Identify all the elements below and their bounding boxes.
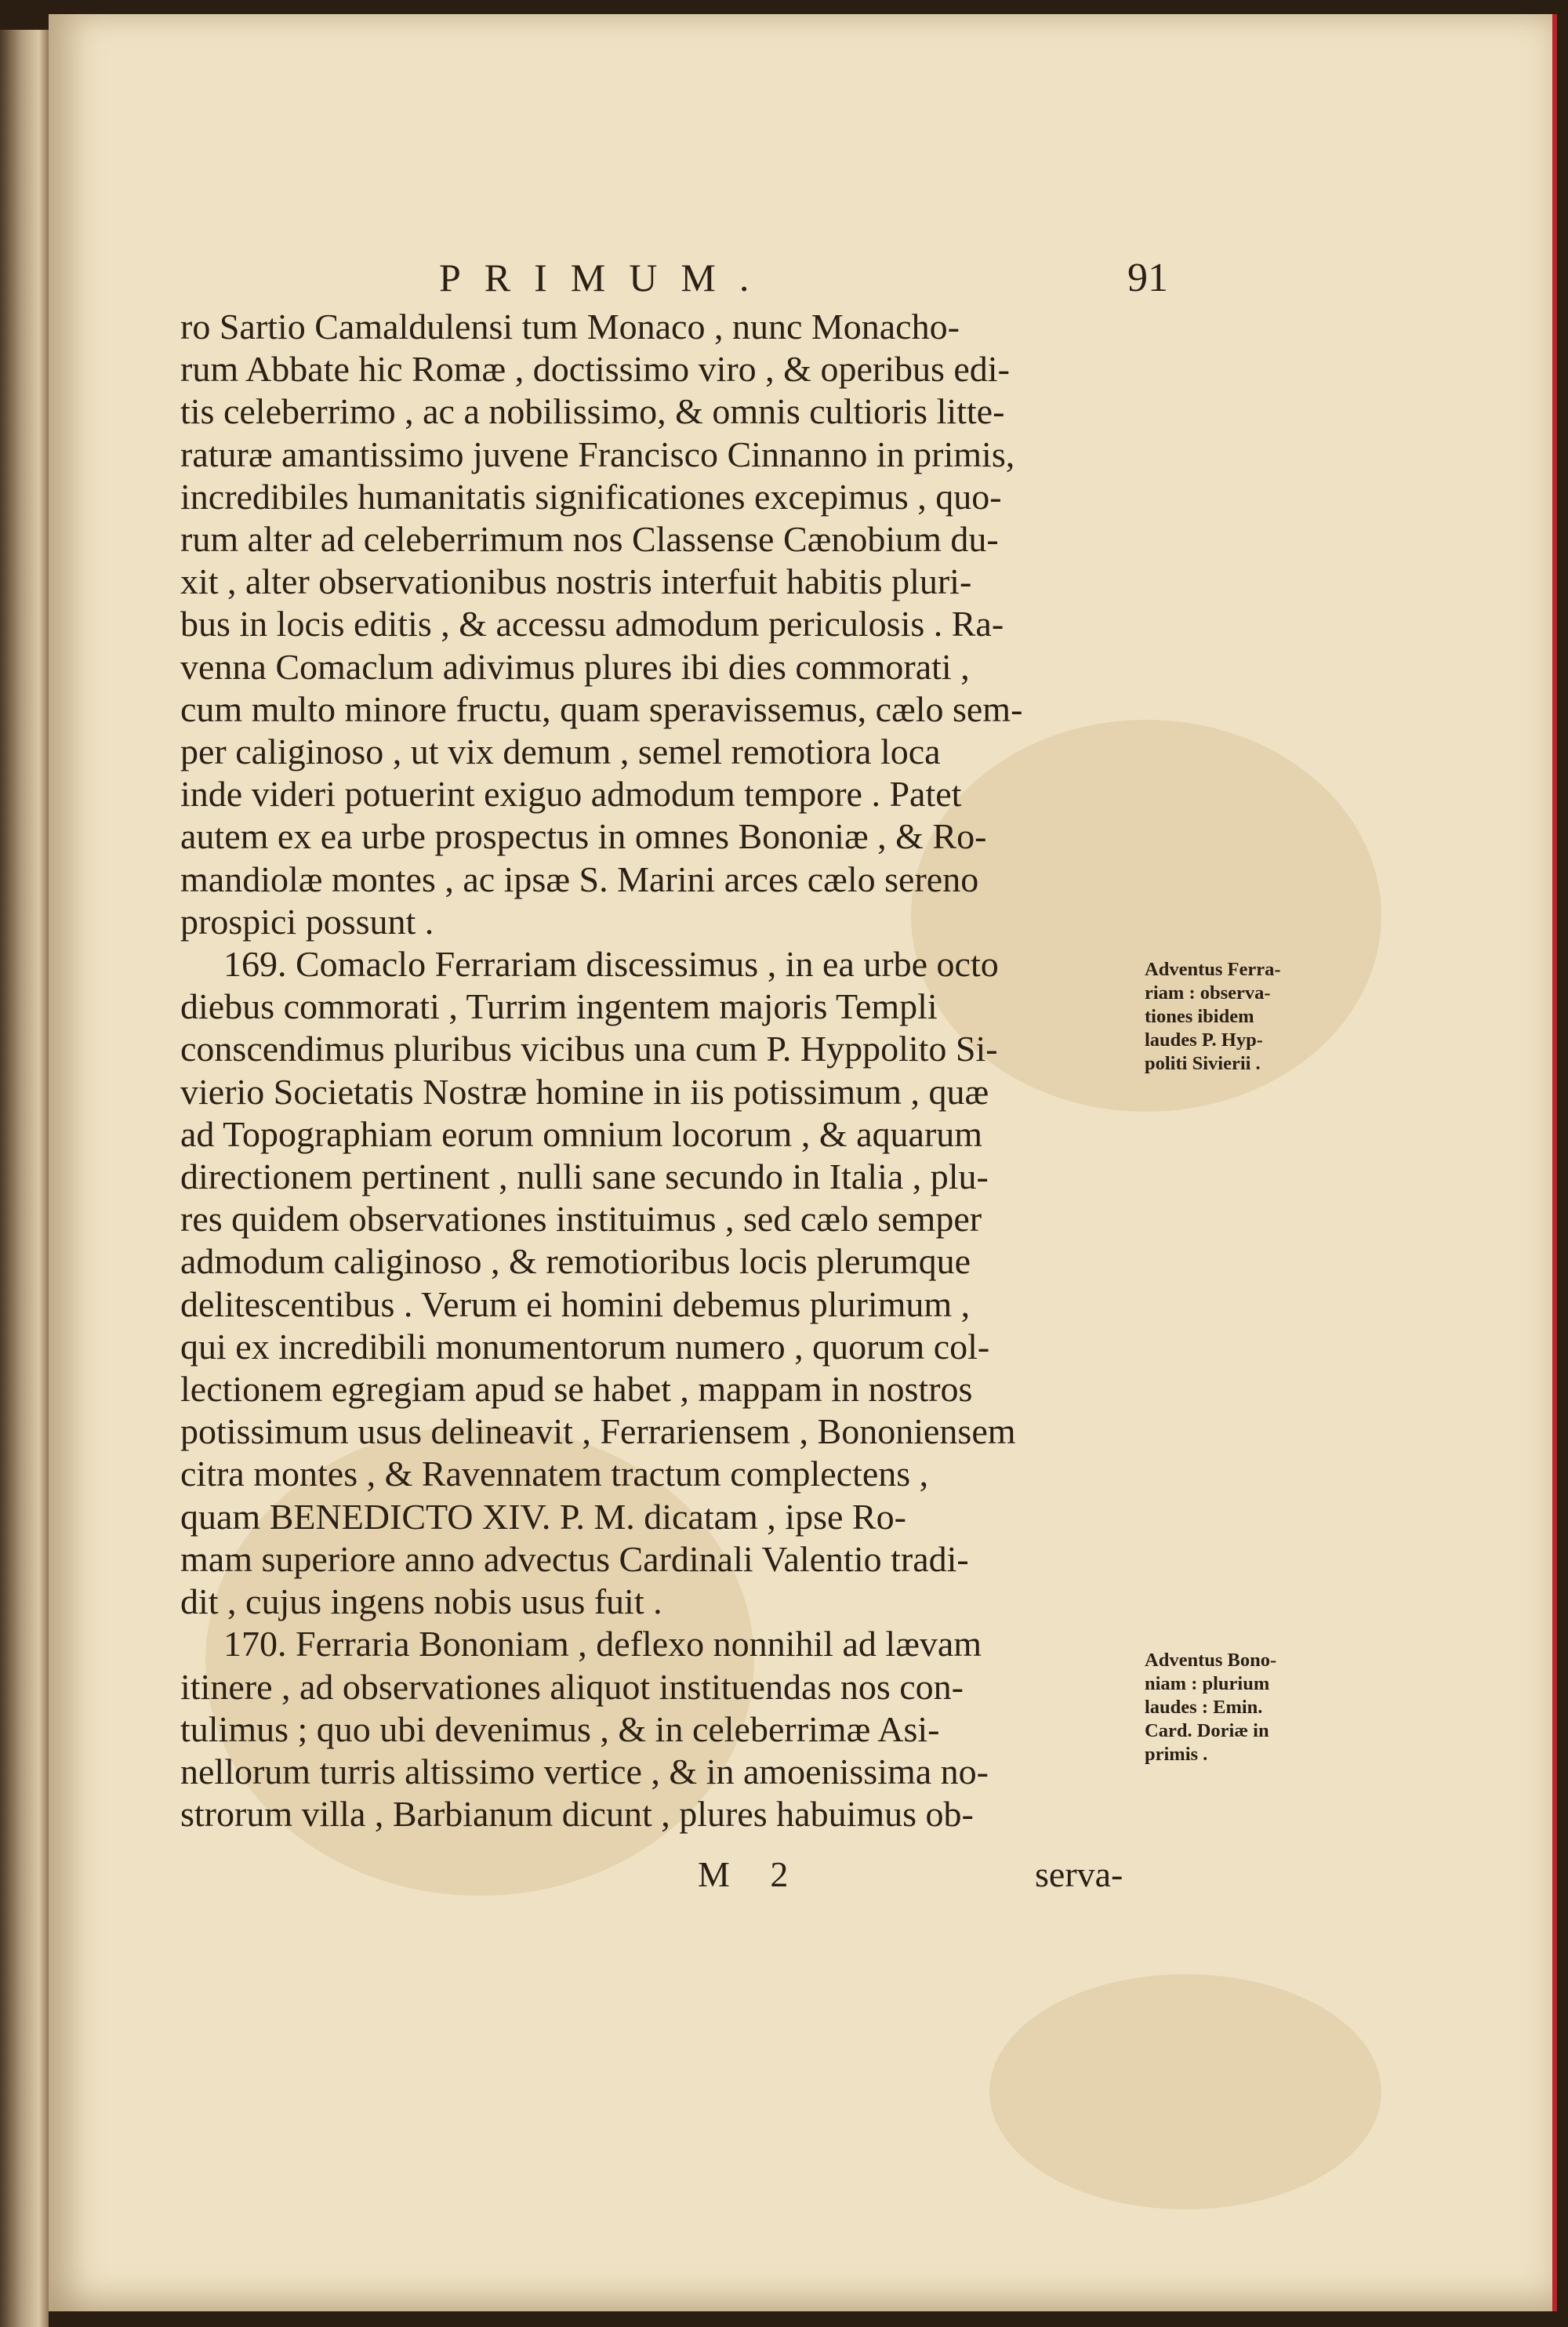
marginal-line: Adventus Bono- (1145, 1650, 1277, 1671)
text-line: conscendimus pluribus vicibus una cum P. Hyppolito Si- (180, 1029, 998, 1069)
text-line: quam BENEDICTO XIV. P. M. dicatam , ipse Ro- (180, 1496, 906, 1537)
signature-mark: M 2 (698, 1854, 804, 1894)
text-line: vierio Societatis Nostræ homine in iis potissimum , quæ (180, 1071, 989, 1112)
text-line: ro Sartio Camaldulensi tum Monaco , nunc Monacho- (180, 307, 960, 347)
text-line: tulimus ; quo ubi devenimus , & in celeberrimæ Asi- (180, 1708, 940, 1749)
marginal-line: primis . (1145, 1744, 1208, 1765)
running-head: PRIMUM. (439, 256, 773, 299)
marginal-line: laudes : Emin. (1145, 1697, 1263, 1718)
text-line: venna Comaclum adivimus plures ibi dies commorati , (180, 646, 970, 687)
marginal-line: laudes P. Hyp- (1145, 1029, 1263, 1051)
text-line: autem ex ea urbe prospectus in omnes Bononiæ , & Ro- (180, 816, 987, 857)
text-line: strorum villa , Barbianum dicunt , plures habuimus ob- (180, 1794, 974, 1835)
text-line: mam superiore anno advectus Cardinali Valentio tradi- (180, 1538, 969, 1579)
catchword: serva- (1035, 1854, 1123, 1894)
text-line: prospici possunt . (180, 901, 434, 942)
text-line: nellorum turris altissimo vertice , & in amoenissima no- (180, 1751, 989, 1792)
marginal-line: Adventus Ferra- (1145, 959, 1281, 980)
text-line: incredibiles humanitatis significationes excepimus , quo- (180, 476, 1002, 517)
marginal-line: Card. Doriæ in (1145, 1720, 1269, 1741)
text-line: ad Topographiam eorum omnium locorum , & aquarum (180, 1113, 983, 1154)
paragraph-170-start: 170. Ferraria Bononiam , deflexo nonnihil ad lævam (223, 1624, 982, 1664)
text-line: directionem pertinent , nulli sane secundo in Italia , plu- (180, 1156, 989, 1197)
text-line: delitescentibus . Verum ei homini debemus plurimum , (180, 1283, 971, 1324)
text-line: rum Abbate hic Romæ , doctissimo viro , & operibus edi- (180, 349, 1010, 390)
text-line: cum multo minore fructu, quam speravissemus, cælo sem- (180, 688, 1023, 729)
text-line: mandiolæ montes , ac ipsæ S. Marini arces cælo sereno (180, 859, 979, 899)
marginal-note-170 (1145, 1649, 1325, 1766)
text-line: rum alter ad celeberrimum nos Classense Cænobium du- (180, 519, 999, 560)
text-line: raturæ amantissimo juvene Francisco Cinnanno in primis, (180, 434, 1015, 474)
text-line: bus in locis editis , & accessu admodum periculosis . Ra- (180, 604, 1004, 644)
text-line: tis celeberrimo , ac a nobilissimo, & omnis cultioris litte- (180, 391, 1005, 432)
marginal-line: politi Sivierii . (1145, 1053, 1261, 1074)
page-header (439, 255, 1168, 302)
text-line: itinere , ad observationes aliquot instituendas nos con- (180, 1666, 964, 1707)
body-text (180, 306, 1129, 1835)
paragraph-169-start: 169. Comaclo Ferrariam discessimus , in ea urbe octo (223, 944, 999, 985)
marginal-line: tiones ibidem (1145, 1006, 1254, 1027)
text-line: xit , alter observationibus nostris interfuit habitis pluri- (180, 561, 972, 602)
text-line: inde videri potuerint exiguo admodum tempore . Patet (180, 774, 962, 815)
marginal-line: riam : observa- (1145, 982, 1271, 1004)
text-line: admodum caliginoso , & remotioribus locis plerumque (180, 1241, 971, 1282)
text-line: res quidem observationes instituimus , sed cælo semper (180, 1199, 982, 1240)
text-line: diebus commorati , Turrim ingentem majoris Templi (180, 986, 938, 1027)
text-line: citra montes , & Ravennatem tractum complectens , (180, 1454, 929, 1494)
text-line: qui ex incredibili monumentorum numero , quorum col- (180, 1326, 990, 1367)
text-line: potissimum usus delineavit , Ferrariensem , Bononiensem (180, 1411, 1016, 1452)
text-line: per caliginoso , ut vix demum , semel remotiora loca (180, 731, 941, 772)
marginal-line: niam : plurium (1145, 1673, 1270, 1694)
text-line: lectionem egregiam apud se habet , mappam in nostros (180, 1369, 973, 1410)
page-number: 91 (1127, 256, 1168, 300)
marginal-note-169 (1145, 958, 1325, 1076)
paper-stain (989, 1974, 1381, 2209)
text-line: dit , cujus ingens nobis usus fuit . (180, 1581, 662, 1622)
facing-page-edge (0, 30, 49, 2327)
